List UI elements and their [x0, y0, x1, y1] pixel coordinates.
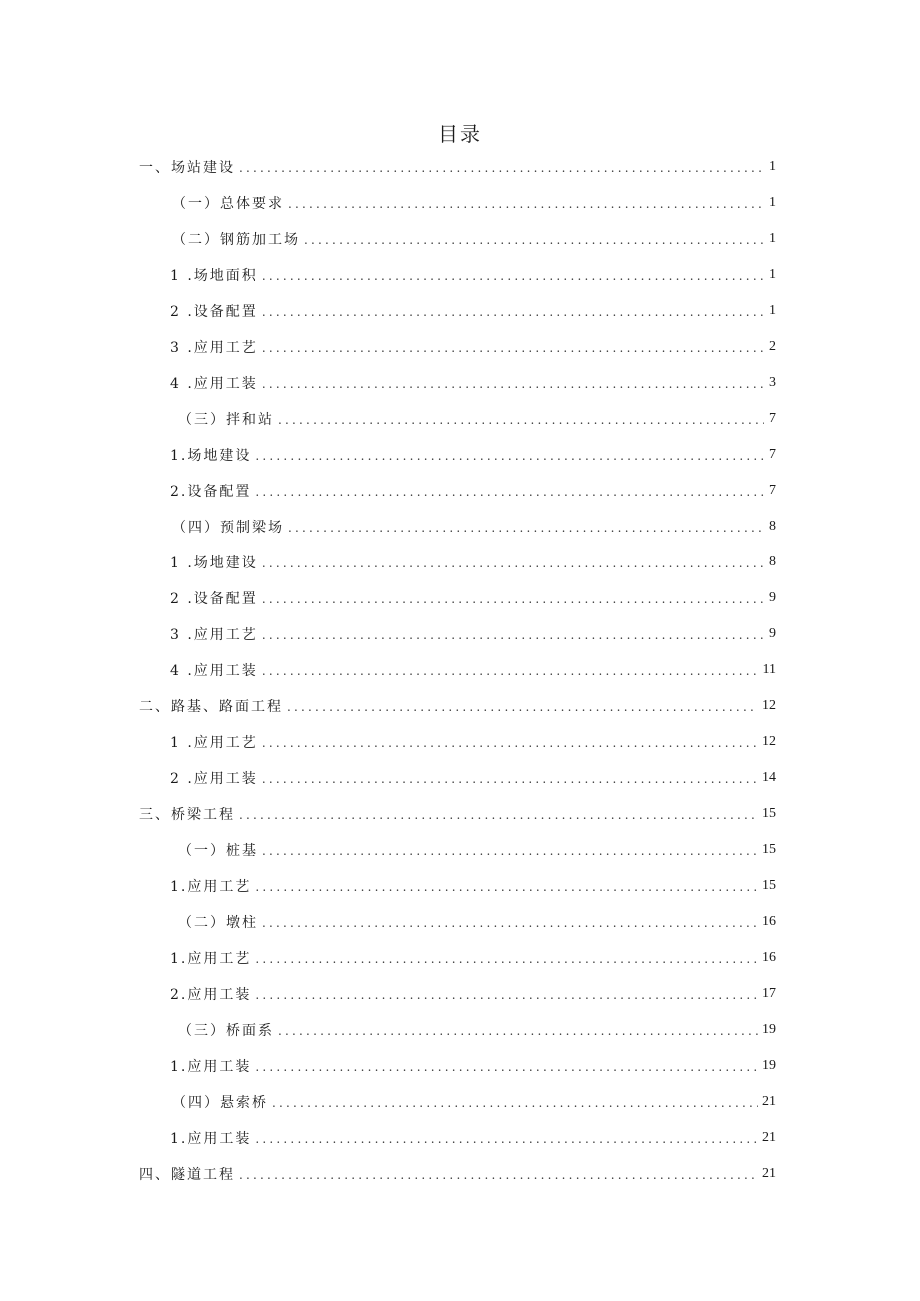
toc-entry[interactable] [170, 619, 776, 649]
toc-dot-leader [262, 341, 764, 355]
toc-page-number: 15 [762, 878, 776, 893]
toc-page-number: 8 [769, 518, 776, 534]
toc-entry-label: 一、场站建设 [139, 160, 235, 176]
toc-entry[interactable] [170, 296, 776, 326]
toc-entry[interactable] [139, 799, 776, 829]
toc-dot-leader [255, 952, 758, 966]
toc-entry[interactable] [170, 440, 776, 470]
toc-page-number: 17 [762, 985, 776, 1001]
toc-dot-leader [262, 556, 764, 570]
toc-page-number: 21 [762, 1093, 776, 1109]
toc-dot-leader [304, 233, 764, 247]
toc-page-number: 1 [769, 194, 776, 210]
toc-page-number: 1 [769, 230, 776, 246]
toc-dot-leader [262, 736, 758, 750]
toc-entry[interactable] [170, 332, 776, 362]
toc-dot-leader [255, 1060, 758, 1074]
toc-page-number: 7 [769, 446, 776, 462]
toc-entry[interactable] [170, 1123, 776, 1153]
toc-entry[interactable] [172, 1087, 776, 1117]
toc-page-number: 1 [769, 266, 776, 282]
toc-page-number: 9 [769, 626, 776, 642]
toc-page-number: 21 [762, 1129, 776, 1145]
toc-page-number: 9 [769, 590, 776, 606]
toc-dot-leader [255, 449, 764, 463]
toc-entry-label: 1.应用工装 [170, 1058, 252, 1075]
toc-entry-label: （二）墩柱 [178, 914, 258, 931]
toc-entry-label: 1 .场地面积 [170, 267, 258, 284]
toc-entry[interactable] [178, 835, 776, 865]
toc-entry-label: 3 .应用工艺 [170, 627, 258, 644]
toc-entry[interactable] [170, 1051, 776, 1081]
toc-entry-label: （四）预制梁场 [172, 519, 284, 536]
toc-entry-label: 2 .设备配置 [170, 303, 258, 320]
toc-dot-leader [262, 377, 764, 391]
toc-entry-label: （三）拌和站 [178, 411, 274, 428]
toc-dot-leader [255, 1132, 758, 1146]
toc-dot-leader [239, 161, 764, 175]
toc-page-number: 15 [762, 842, 776, 858]
toc-dot-leader [288, 197, 764, 211]
toc-entry[interactable] [170, 763, 776, 793]
toc-dot-leader [239, 808, 758, 822]
toc-entry[interactable] [139, 1159, 776, 1189]
toc-page-number: 16 [762, 949, 776, 965]
toc-entry-label: 1.场地建设 [170, 447, 252, 464]
toc-dot-leader [262, 592, 764, 606]
toc-entry-label: 4 .应用工装 [170, 663, 258, 680]
toc-entry[interactable] [172, 188, 776, 218]
toc-entry[interactable] [178, 1015, 776, 1045]
toc-page-number: 21 [762, 1165, 776, 1181]
toc-entry[interactable] [139, 152, 776, 182]
toc-page-number: 1 [769, 302, 776, 318]
toc-dot-leader [262, 664, 759, 678]
toc-entry[interactable] [172, 512, 776, 542]
toc-dot-leader [239, 1168, 758, 1182]
toc-entry-label: 三、桥梁工程 [139, 807, 235, 824]
toc-entry[interactable] [170, 871, 776, 901]
toc-entry-label: 4 .应用工装 [170, 375, 258, 392]
toc-page-number: 7 [769, 410, 776, 426]
toc-entry-label: 2 .应用工装 [170, 771, 258, 788]
toc-entry-label: 2.设备配置 [170, 483, 252, 500]
toc-page-number: 15 [762, 806, 776, 822]
toc-entry-label: （二）钢筋加工场 [172, 231, 300, 248]
toc-page-number: 8 [769, 554, 776, 570]
toc-entry[interactable] [170, 583, 776, 613]
toc-page-number: 19 [762, 1057, 776, 1073]
toc-page-number: 2 [769, 338, 776, 354]
toc-page-number: 12 [762, 734, 776, 750]
toc-entry-label: 四、隧道工程 [139, 1166, 235, 1183]
toc-entry[interactable] [170, 943, 776, 973]
toc-page-number: 7 [769, 482, 776, 498]
toc-dot-leader [288, 521, 764, 535]
toc-page-number: 12 [762, 698, 776, 714]
toc-entry[interactable] [170, 979, 776, 1009]
toc-entry[interactable] [139, 691, 776, 721]
toc-dot-leader [262, 305, 764, 319]
toc-dot-leader [262, 916, 758, 930]
toc-entry[interactable] [172, 224, 776, 254]
toc-page-number: 14 [762, 770, 776, 786]
toc-dot-leader [262, 628, 764, 642]
toc-dot-leader [255, 880, 758, 894]
toc-entry-label: 1 .场地建设 [170, 555, 258, 572]
toc-entry-label: 1.应用工艺 [170, 950, 252, 967]
toc-dot-leader [278, 413, 764, 427]
toc-page-number: 19 [762, 1021, 776, 1037]
toc-entry[interactable] [178, 907, 776, 937]
toc-entry-label: 二、路基、路面工程 [139, 699, 283, 716]
toc-entry-label: 2 .设备配置 [170, 591, 258, 608]
toc-entry-label: （三）桥面系 [178, 1022, 274, 1039]
toc-entry-label: 1.应用工艺 [170, 879, 252, 895]
toc-page-number: 16 [762, 913, 776, 929]
toc-entry-label: 2.应用工装 [170, 986, 252, 1003]
toc-entry[interactable] [178, 404, 776, 434]
toc-dot-leader [278, 1024, 758, 1038]
toc-entry-label: 3 .应用工艺 [170, 339, 258, 356]
toc-dot-leader [255, 988, 758, 1002]
toc-entry-label: （一）总体要求 [172, 195, 284, 212]
toc-entry-label: （四）悬索桥 [172, 1094, 268, 1111]
toc-entry-label: （一）桩基 [178, 843, 258, 860]
toc-entry-label: 1.应用工装 [170, 1130, 252, 1147]
toc-page-number: 3 [769, 374, 776, 390]
toc-entry[interactable] [170, 727, 776, 757]
toc-entry-label: 1 .应用工艺 [170, 735, 258, 752]
toc-entry[interactable] [170, 368, 776, 398]
toc-entry[interactable] [170, 260, 776, 290]
toc-entry[interactable] [170, 476, 776, 506]
toc-entry[interactable] [170, 547, 776, 577]
page-title: 目录 [438, 122, 482, 146]
toc-dot-leader [262, 772, 758, 786]
toc-dot-leader [272, 1096, 758, 1110]
toc-dot-leader [262, 269, 764, 283]
toc-page-number: 11 [762, 662, 776, 678]
toc-dot-leader [255, 485, 764, 499]
toc-dot-leader [287, 700, 758, 714]
toc-page-number: 1 [769, 159, 776, 174]
toc-dot-leader [262, 844, 758, 858]
toc-entry[interactable] [170, 655, 776, 685]
